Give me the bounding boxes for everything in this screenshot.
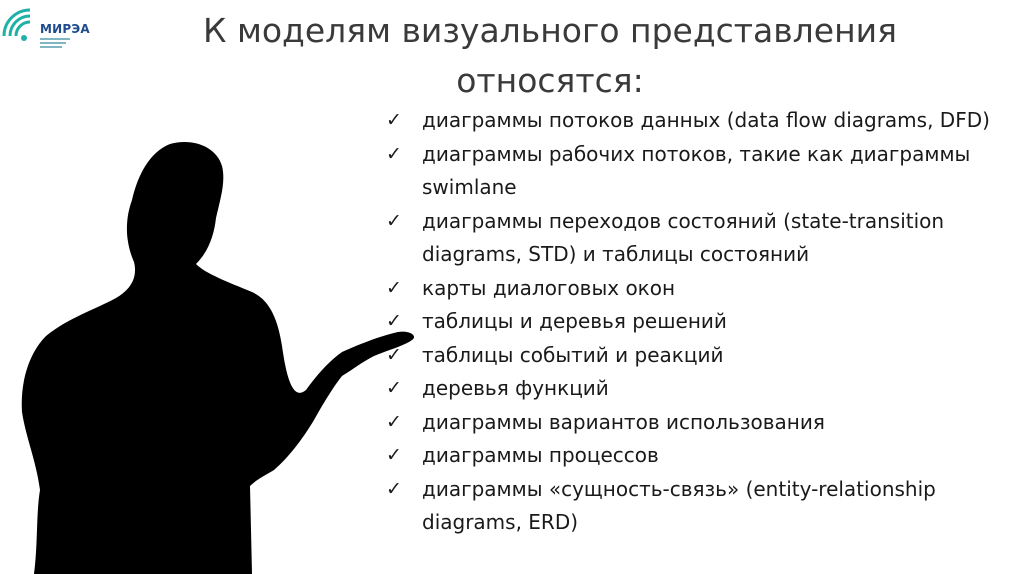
presenter-silhouette	[20, 140, 420, 574]
check-mark-icon: ✓	[386, 410, 402, 433]
mirea-logo	[2, 2, 90, 58]
list-item: ✓ диаграммы потоков данных (data flow diagrams, DFD)	[384, 104, 1014, 138]
check-mark-icon: ✓	[386, 444, 402, 466]
check-mark-icon: ✓	[386, 142, 402, 165]
check-mark-icon: ✓	[386, 343, 402, 366]
check-mark-icon: ✓	[386, 477, 402, 500]
list-item: ✓ диаграммы переходов состояний (state-transition diagrams, STD) и таблицы состояний	[384, 205, 1014, 272]
visual-models-list	[384, 104, 1014, 540]
list-item: ✓ диаграммы «сущность-связь» (entity-relationship diagrams, ERD)	[384, 473, 1014, 540]
check-mark-icon: ✓	[386, 310, 402, 332]
list-item: ✓ деревья функций	[384, 372, 1014, 406]
check-mark-icon: ✓	[386, 209, 402, 232]
list-item: ✓ диаграммы вариантов использования	[384, 406, 1014, 440]
check-mark-icon: ✓	[386, 377, 402, 399]
check-mark-icon: ✓	[386, 276, 402, 299]
list-item: ✓ диаграммы процессов	[384, 439, 1014, 473]
list-item: ✓ таблицы и деревья решений	[384, 305, 1014, 339]
list-item: ✓ диаграммы рабочих потоков, такие как диаграммы swimlane	[384, 138, 1014, 205]
list-item: ✓ карты диалоговых окон	[384, 272, 1014, 306]
logo-text: МИРЭА	[40, 22, 90, 36]
list-item: ✓ таблицы событий и реакций	[384, 339, 1014, 373]
slide-title: К моделям визуального представления относятся:	[203, 11, 897, 100]
check-mark-icon: ✓	[386, 109, 402, 131]
